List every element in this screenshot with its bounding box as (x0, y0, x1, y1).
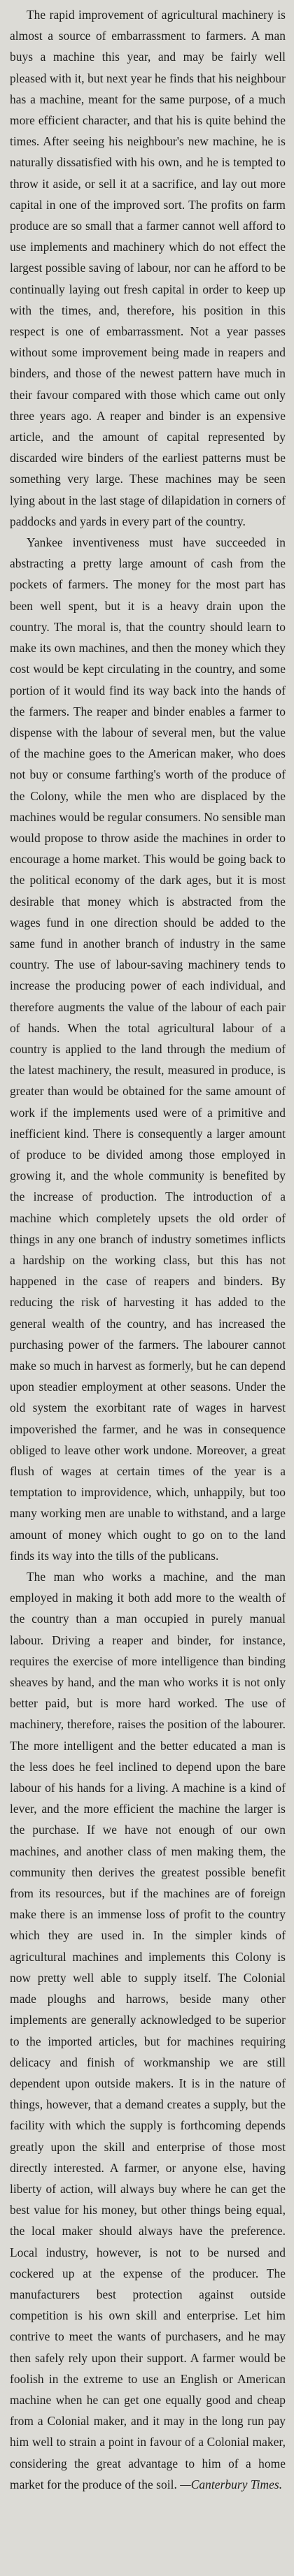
paragraph-3-text: The man who works a machine, and the man employed in making it both add more to the wealth of the country than a man occupied in purely manual labour. Driving a reaper and binder, for instance, requires the exercise of more intelligence than binding sheaves by hand, and the man who works it is not only better paid, but is more hard worked. The use of machinery, therefore, raises the position of the labourer. The more intelligent and the better educated a man is the less does he feel inclined to depend upon the bare labour of his hands for a living. A machine is a kind of lever, and the more efficient the machine the larger is the purchase. If we have not enough of our own machines, and another class of men making them, the community then derives the greatest possible benefit from its resources, but if the machines are of foreign make there is an immense loss of profit to the country which they are used in. In the simpler kinds of agricultural machines and implements this Colony is now pretty well able to supply itself. The Colonial made ploughs and harrows, beside many other implements are generally acknowledged to be superior to the imported articles, but for machines requiring delicacy and finish of workmanship we are still dependent upon outside makers. It is in the nature of things, however, that a demand creates a supply, but the facility with which the supply is forthcoming depends greatly upon the skill and enterprise of those most directly interested. A farmer, or anyone else, having liberty of action, will always buy where he can get the best value for his money, but other things being equal, the local maker should always have the preference. Local industry, however, is not to be nursed and cockered up at the expense of the producer. The manufacturers best protection against outside competition is his own skill and enterprise. Let him contrive to meet the wants of purchasers, and he may then safely rely upon their support. A farmer would be foolish in the extreme to use an English or American machine when he can get one equally good and cheap from a Colonial maker, and it may in the long run pay him well to strain a point in favour of a Colonial maker, considering the great advantage to him of a home market for the produce of the soil. (10, 1570, 286, 2491)
paragraph-2: Yankee inventiveness must have succeeded in abstracting a pretty large amount of cash from the pockets of farmers. The money for the most part has been well spent, but it is a heavy drain upon the country. The moral is, that the country should learn to make its own machines, and then the money which they cost would be kept circulating in the country, and some portion of it would find its way back into the hands of the farmers. The reaper and binder enables a farmer to dispense with the labour of several men, but the value of the machine goes to the American maker, who does not buy or consume farthing's worth of the produce of the Colony, while the men who are displaced by the machines would be regular consumers. No sensible man would propose to throw aside the machines in order to encourage a home market. This would be going back to the political economy of the dark ages, but it is most desirable that money which is abstracted from the wages fund in one direction should be added to the same fund in another branch of industry in the same country. The use of labour-saving machinery tends to increase the producing power of each individual, and therefore augments the value of the labour of each pair of hands. When the total agricultural labour of a country is applied to the land through the medium of the latest machinery, the result, measured in produce, is greater than would be obtained for the same amount of work if the implements used were of a primitive and inefficient kind. There is consequently a larger amount of produce to be divided among those employed in growing it, and the whole community is benefited by the increase of production. The introduction of a machine which completely upsets the old order of things in any one branch of industry sometimes inflicts a hardship on the working class, but this has not happened in the case of reapers and binders. By reducing the risk of harvesting it has added to the general wealth of the country, and has increased the purchasing power of the farmers. The labourer cannot make so much in harvest as formerly, but he can depend upon steadier employment at other seasons. Under the old system the exorbitant rate of wages in harvest impoverished the farmer, and he was in consequence obliged to leave other work undone. Moreover, a great flush of wages at certain times of the year is a temptation to improvidence, which, unhappily, but too many working men are unable to withstand, and a large amount of money which ought to go on to the land finds its way into the tills of the publicans. (10, 535, 286, 1563)
paragraph-1: The rapid improvement of agricultural machinery is almost a source of embarrassment to farmers. A man buys a machine this year, and may be fairly well pleased with it, but next year he finds that his neighbour has a machine, meant for the same purpose, of a much more efficient character, and that his is quite behind the times. After seeing his neighbour's new machine, he is naturally dissatisfied with his own, and he is tempted to throw it aside, or sell it at a sacrifice, and lay out more capital in one of the improved sort. The profits on farm produce are so small that a farmer cannot well afford to use implements and machinery which do not effect the largest possible saving of labour, nor can he afford to be continually laying out fresh capital in order to keep up with the times, and, therefore, his position in this respect is one of embarrassment. Not a year passes without some improvement being made in reapers and binders, and those of the newest pattern have much in their favour compared with those which came out only three years ago. A reaper and binder is an expensive article, and the amount of capital represented by discarded wire binders of the earliest patterns must be something very large. These machines may be seen lying about in the last stage of dilapidation in corners of paddocks and yards in every part of the country. (10, 8, 286, 528)
source-attribution: —Canterbury Times. (180, 2477, 283, 2491)
paragraph-3 (10, 1566, 286, 2495)
